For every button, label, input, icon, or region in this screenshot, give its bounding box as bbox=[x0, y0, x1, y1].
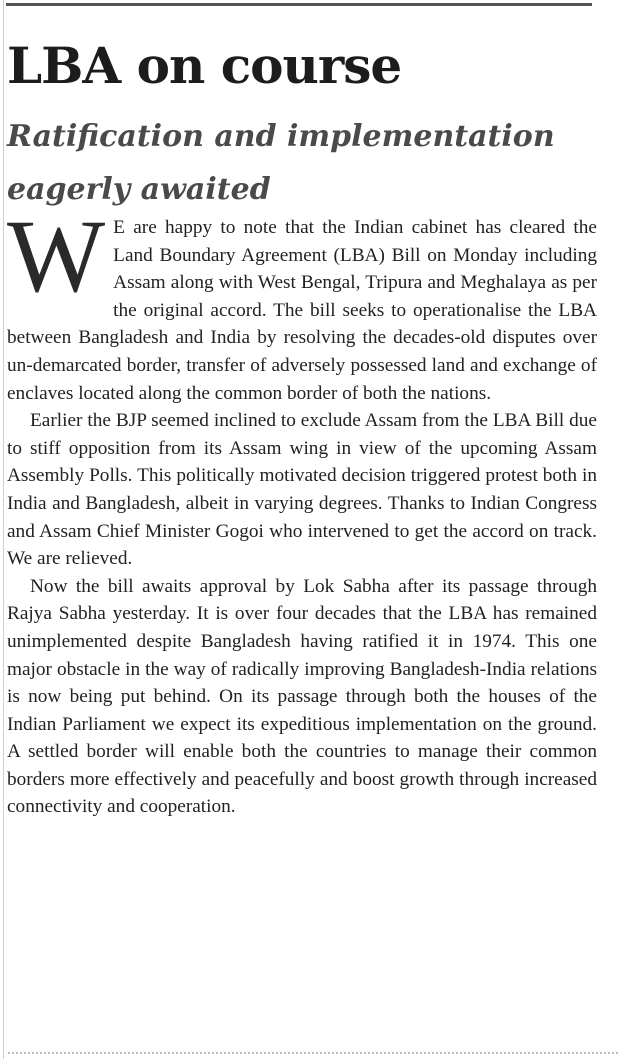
top-rule bbox=[6, 3, 592, 6]
drop-cap: W bbox=[7, 199, 106, 314]
article-body bbox=[7, 199, 597, 821]
paragraph-1 bbox=[7, 199, 597, 407]
column-left-rule bbox=[3, 0, 4, 1059]
subheadline: Ratification and implementation eagerly awaited bbox=[7, 119, 555, 207]
paragraph-2: Earlier the BJP seemed inclined to exclude Assam from the LBA Bill due to stiff opposition from its Assam wing in view of the upcoming Assam Assembly Polls. This politically motivated decision triggered protest both in India and Bangladesh, albeit in varying degrees. Thanks to Indian Congress and Assam Chief Minister Gogoi who intervened to get the accord on track. We are relieved. bbox=[7, 410, 597, 570]
paragraph-3: Now the bill awaits approval by Lok Sabha after its passage through Rajya Sabha yesterday. It is over four decades that the LBA has remained unimplemented despite Bangladesh having ratified it in 1974. This one major obstacle in the way of radically improving Bangladesh-India relations is now being put behind. On its passage through both the houses of the Indian Parliament we expect its expeditious implementation on the ground. A settled border will enable both the countries to manage their common borders more effectively and peacefully and boost growth through increased connectivity and cooperation. bbox=[7, 575, 597, 818]
bottom-divider bbox=[8, 1052, 618, 1056]
headline: LBA on course bbox=[7, 36, 402, 95]
paragraph-1-text: E are happy to note that the Indian cabinet has cleared the Land Boundary Agreement (LBA) Bill on Monday including Assam along with West Bengal, Tripura and Meghalaya as per the original accord. The bill seeks to operationalise the LBA between Bangladesh and India by resolving the decades-old disputes over un-demarcated border, transfer of adversely possessed land and exchange of enclaves located along the common border of both the nations. bbox=[7, 217, 597, 404]
